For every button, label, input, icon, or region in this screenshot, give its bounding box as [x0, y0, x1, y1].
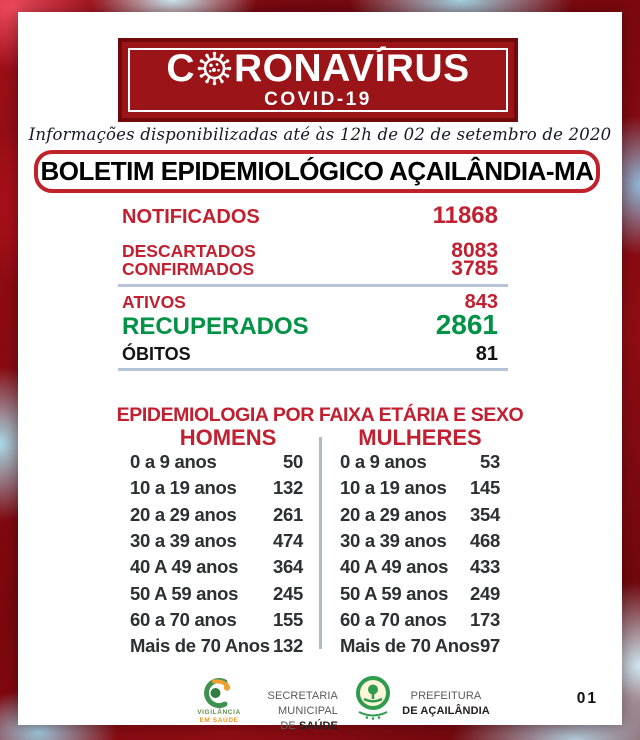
- age-value: 155: [273, 608, 303, 630]
- table-row: [340, 502, 500, 528]
- age-label: 30 a 39 anos: [340, 530, 447, 552]
- column-divider: [319, 437, 322, 649]
- age-table-homens: [130, 449, 303, 659]
- bulletin-title: BOLETIM EPIDEMIOLÓGICO AÇAILÂNDIA-MA: [40, 156, 594, 186]
- table-row: [130, 502, 303, 528]
- table-row: [340, 607, 500, 633]
- table-row: [130, 449, 303, 475]
- age-value: 245: [273, 582, 303, 604]
- age-value: 97: [480, 635, 500, 657]
- stat-value-ativos: 843: [464, 291, 498, 313]
- table-row: [130, 475, 303, 501]
- age-label: 0 a 9 anos: [340, 451, 427, 473]
- secretaria-line2-bold: SAÚDE: [298, 719, 338, 732]
- stat-label-obitos: ÓBITOS: [122, 344, 191, 364]
- epidemiology-title: EPIDEMIOLOGIA POR FAIXA ETÁRIA E SEXO: [116, 404, 524, 426]
- stat-label-recuperados: RECUPERADOS: [122, 313, 309, 340]
- age-value: 354: [470, 503, 500, 525]
- prefeitura-label: [396, 689, 496, 719]
- table-row: [130, 580, 303, 606]
- prefeitura-line2: [396, 704, 496, 719]
- vigilancia-line2: EM SAÚDE: [199, 717, 239, 725]
- age-value: 249: [470, 582, 500, 604]
- stat-row-notificados: [122, 202, 498, 230]
- age-value: 132: [273, 477, 303, 499]
- age-value: 261: [273, 503, 303, 525]
- info-line: Informações disponibilizadas até às 12h de 02 de setembro de 2020: [28, 125, 612, 144]
- age-label: 50 A 59 anos: [340, 582, 449, 604]
- content-panel: [18, 12, 622, 732]
- prefeitura-line1: PREFEITURA: [410, 690, 482, 702]
- stat-value-confirmados: 3785: [451, 257, 498, 280]
- age-value: 364: [273, 556, 303, 578]
- age-value: 474: [273, 530, 303, 552]
- age-label: 10 a 19 anos: [130, 477, 237, 499]
- age-label: 40 A 49 anos: [130, 556, 239, 578]
- stat-label-notificados: NOTIFICADOS: [122, 206, 260, 228]
- prefeitura-acailandia-icon: [352, 675, 394, 725]
- page-number: 01: [576, 690, 598, 707]
- age-label: 0 a 9 anos: [130, 451, 217, 473]
- age-label: 50 A 59 anos: [130, 582, 239, 604]
- table-row: [340, 449, 500, 475]
- table-row: [340, 475, 500, 501]
- banner-title: [166, 49, 469, 88]
- table-row: [340, 554, 500, 580]
- age-value: 145: [470, 477, 500, 499]
- table-row: [130, 528, 303, 554]
- coronavirus-banner-inner: [128, 48, 508, 112]
- secretaria-line2: [218, 719, 338, 734]
- age-label: Mais de 70 Anos: [340, 635, 480, 657]
- virus-icon: [196, 50, 233, 87]
- age-label: 10 a 19 anos: [340, 477, 447, 499]
- age-label: Mais de 70 Anos: [130, 635, 270, 657]
- divider-top: [118, 284, 508, 287]
- secretaria-saude-label: [218, 689, 338, 734]
- banner-title-right: RONAVÍRUS: [234, 47, 470, 90]
- table-row: [130, 554, 303, 580]
- stat-label-confirmados: CONFIRMADOS: [122, 259, 255, 279]
- age-label: 30 a 39 anos: [130, 530, 237, 552]
- age-label: 20 a 29 anos: [130, 503, 237, 525]
- stat-value-notificados: 11868: [432, 202, 498, 229]
- secretaria-line2-prefix: DE: [280, 719, 299, 732]
- bulletin-title-box: [34, 150, 600, 193]
- table-row: [130, 633, 303, 659]
- prefeitura-line2-bold: DE AÇAILÂNDIA: [402, 704, 490, 717]
- column-header-homens: HOMENS: [179, 425, 277, 450]
- secretaria-line1: SECRETARIA MUNICIPAL: [267, 690, 338, 717]
- age-label: 60 a 70 anos: [340, 608, 447, 630]
- divider-bottom: [118, 368, 508, 371]
- stat-value-obitos: 81: [475, 343, 498, 365]
- stat-row-confirmados: [122, 257, 498, 281]
- banner-title-left: C: [166, 47, 196, 90]
- stat-label-ativos: ATIVOS: [122, 292, 186, 312]
- age-label: 60 a 70 anos: [130, 608, 237, 630]
- table-row: [340, 528, 500, 554]
- stat-value-descartados: 8083: [451, 239, 498, 262]
- age-label: 20 a 29 anos: [340, 503, 447, 525]
- age-label: 40 A 49 anos: [340, 556, 449, 578]
- age-value: 132: [273, 635, 303, 657]
- vigilancia-line1: VIGILÂNCIA: [197, 709, 241, 716]
- banner-subtitle: COVID-19: [264, 89, 372, 110]
- age-table-mulheres: [340, 449, 500, 659]
- age-value: 468: [470, 530, 500, 552]
- age-value: 433: [470, 556, 500, 578]
- table-row: [340, 580, 500, 606]
- column-header-mulheres: MULHERES: [358, 425, 482, 450]
- table-row: [130, 607, 303, 633]
- coronavirus-banner: [118, 38, 518, 122]
- stat-label-descartados: DESCARTADOS: [122, 241, 256, 261]
- age-value: 173: [470, 608, 500, 630]
- age-value: 50: [283, 451, 303, 473]
- stat-value-recuperados: 2861: [435, 309, 498, 340]
- table-row: [340, 633, 500, 659]
- stat-row-obitos: [122, 343, 498, 366]
- stat-row-recuperados: [122, 309, 498, 341]
- age-value: 53: [480, 451, 500, 473]
